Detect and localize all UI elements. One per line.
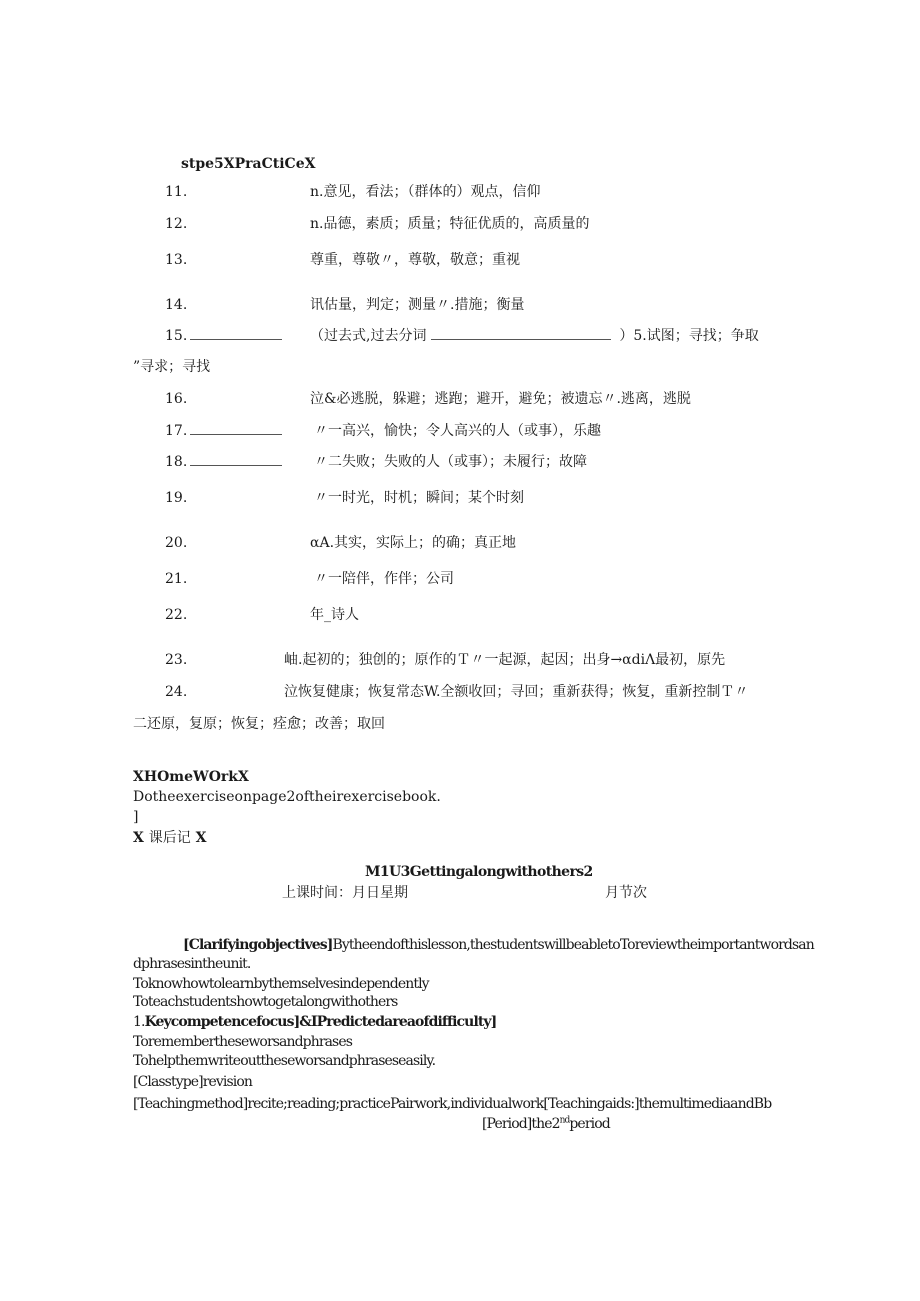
item-definition: 泣恢复健康；恢复常态W.全额收回；寻回；重新获得；恢复，重新控制Ｔ〃 xyxy=(284,684,749,700)
item-definition: 〃一时光，时机；瞬间；某个时刻 xyxy=(314,490,524,506)
focus-item: Tohelpthemwriteouttheseworsandphraseseasily. xyxy=(133,1053,436,1069)
item-definition xyxy=(310,327,759,345)
item-number: 13. xyxy=(165,252,188,268)
focus-item: Toremembertheseworsandphrases xyxy=(133,1034,353,1050)
item-definition-part: ）5.试图；寻找；争取 xyxy=(619,328,759,344)
item-number: 14. xyxy=(165,297,188,313)
focus-number: 1. xyxy=(133,1014,145,1030)
afterclass-label: 课后记 xyxy=(148,830,191,846)
answer-blank xyxy=(190,327,282,345)
objectives-label: [Clarifyingobjectives] xyxy=(183,937,333,953)
item-number: 20. xyxy=(165,535,188,551)
item-definition: 〃二失败；失败的人（或事）；未履行；故障 xyxy=(314,454,587,470)
teaching-method: [Teachingmethod]recite;reading;practicePairwork,individualwork[Teachingaids:]themultimediaandBb xyxy=(133,1096,772,1112)
item-number: 18. xyxy=(165,454,188,470)
objectives-cont: Toreviewtheimportantwordsan xyxy=(619,937,814,953)
item-definition: n.意见，看法；（群体的）观点，信仰 xyxy=(310,184,541,200)
item-number: 19. xyxy=(165,490,188,506)
item-number: 24. xyxy=(165,684,188,700)
item-definition: αA.其实，实际上；的确；真正地 xyxy=(310,535,517,551)
item-definition: 年_诗人 xyxy=(310,607,359,623)
homework-heading: XHOmeWOrkX xyxy=(133,769,249,785)
objectives-text: Bytheendofthislesson,thestudentswillbeableto xyxy=(332,937,620,953)
item-number: 22. xyxy=(165,607,188,623)
item-definition: 岫.起初的；独创的；原作的Ｔ〃一起源，起因；出身→αdiΛ最初，原先 xyxy=(284,652,726,668)
item-definition: 泣&必逃脱，躲避；逃跑；避开，避免；被遗忘〃.逃离，逃脱 xyxy=(310,391,691,407)
answer-blank xyxy=(190,422,282,440)
lesson-title: M1U3Gettingalongwithothers2 xyxy=(365,864,593,880)
afterclass-notes-heading xyxy=(133,829,207,847)
answer-blank xyxy=(431,327,611,340)
afterclass-x: X xyxy=(133,830,144,846)
class-time-label: 上课时间：月日星期 xyxy=(282,885,408,901)
item-number: 23. xyxy=(165,652,188,668)
objective-item: Toteachstudentshowtogetalongwithothers xyxy=(133,994,398,1010)
item-number: 17. xyxy=(165,423,188,439)
item-number: 12. xyxy=(165,216,188,232)
item-number: 21. xyxy=(165,571,188,587)
item-definition: n.品德，素质；质量；特征优质的，高质量的 xyxy=(310,216,590,232)
period-count-label: 月节次 xyxy=(605,885,647,901)
item-number: 11. xyxy=(165,184,188,200)
item-number: 15. xyxy=(165,328,188,344)
item-continuation: ”寻求；寻找 xyxy=(133,359,211,375)
class-type: [Classtype]revision xyxy=(133,1074,252,1090)
objectives-continuation: dphrasesintheunit. xyxy=(133,956,251,972)
item-number: 16. xyxy=(165,391,188,407)
item-definition: 〃一高兴，愉快；令人高兴的人（或事），乐趣 xyxy=(314,423,601,439)
objective-item: Toknowhowtolearnbythemselvesindependently xyxy=(133,976,429,992)
period-prefix: [Period]the2 xyxy=(482,1116,560,1132)
item-definition: 〃一陪伴，作伴；公司 xyxy=(314,571,454,587)
item-definition: 尊重，尊敬〃，尊敬，敬意；重视 xyxy=(310,252,520,268)
period-superscript: nd xyxy=(559,1115,570,1126)
period-line xyxy=(482,1115,610,1133)
practice-heading: stpe5XPraCtiCeX xyxy=(181,156,316,172)
item-definition: 讯估量，判定；测量〃.措施；衡量 xyxy=(310,297,525,313)
answer-blank xyxy=(190,453,282,471)
focus-label: Keycompetencefocus]&IPredictedareaofdifficulty] xyxy=(144,1014,497,1030)
bracket-mark: ] xyxy=(133,809,139,825)
objectives-line xyxy=(183,936,814,954)
item-continuation: 二还原，复原；恢复；痊愈；改善；取回 xyxy=(133,716,385,732)
period-suffix: period xyxy=(569,1116,610,1132)
focus-line xyxy=(133,1013,496,1031)
afterclass-x: X xyxy=(195,830,207,846)
homework-text: Dotheexerciseonpage2oftheirexercisebook. xyxy=(133,789,441,805)
item-definition-part: （过去式,过去分词 xyxy=(310,328,427,344)
